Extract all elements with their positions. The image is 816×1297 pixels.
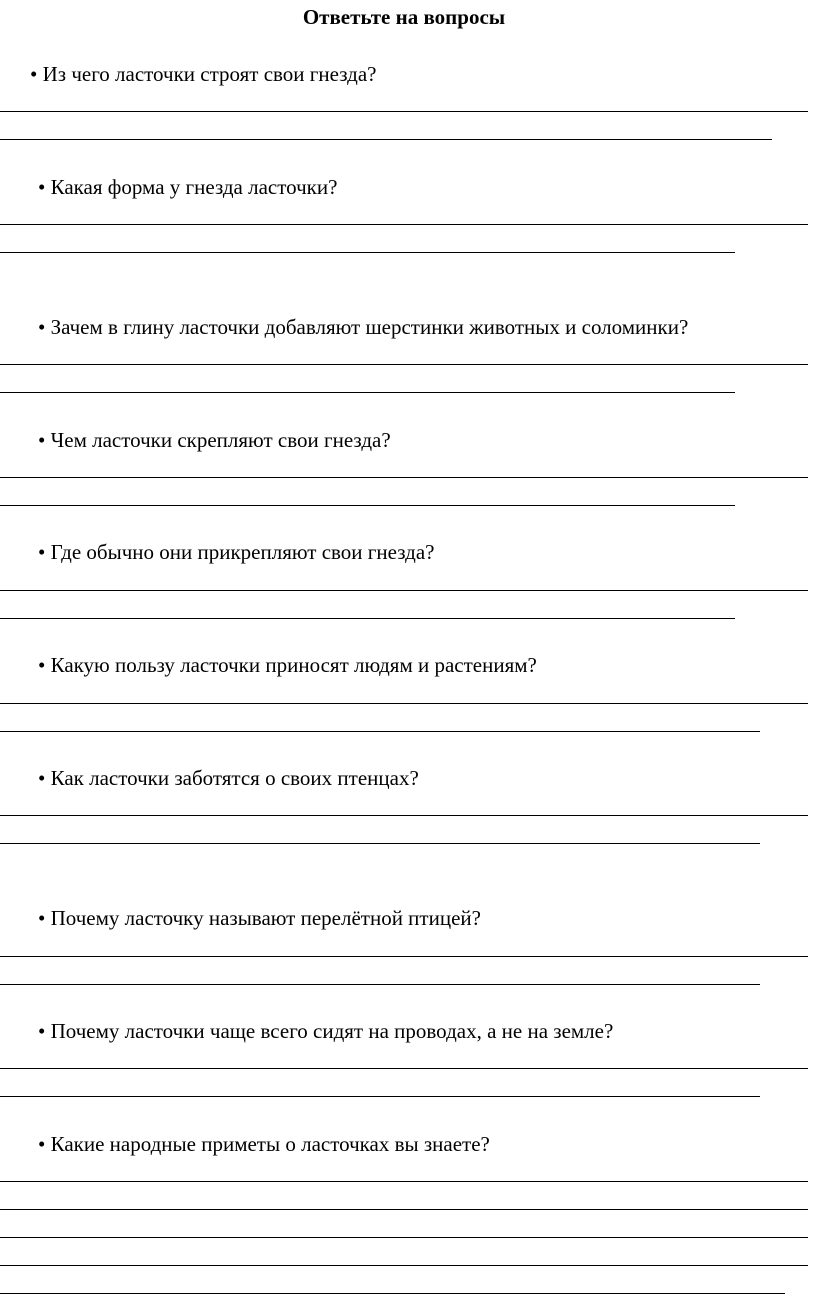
question-2: • Какая форма у гнезда ласточки? bbox=[38, 175, 338, 199]
answer-line[interactable] bbox=[0, 1237, 808, 1238]
answer-line[interactable] bbox=[0, 111, 808, 112]
answer-line[interactable] bbox=[0, 1209, 808, 1210]
answer-line[interactable] bbox=[0, 1068, 808, 1069]
answer-line[interactable] bbox=[0, 843, 760, 844]
question-7: • Как ласточки заботятся о своих птенцах? bbox=[38, 766, 419, 790]
answer-line[interactable] bbox=[0, 1181, 808, 1182]
answer-line[interactable] bbox=[0, 1265, 808, 1266]
answer-line[interactable] bbox=[0, 364, 808, 365]
answer-line[interactable] bbox=[0, 477, 808, 478]
answer-line[interactable] bbox=[0, 731, 760, 732]
answer-line[interactable] bbox=[0, 618, 735, 619]
answer-line[interactable] bbox=[0, 815, 808, 816]
answer-line[interactable] bbox=[0, 1096, 760, 1097]
answer-line[interactable] bbox=[0, 392, 735, 393]
answer-line[interactable] bbox=[0, 956, 808, 957]
page-title: Ответьте на вопросы bbox=[302, 5, 506, 29]
question-3: • Зачем в глину ласточки добавляют шерстинки животных и соломинки? bbox=[38, 315, 689, 339]
answer-line[interactable] bbox=[0, 1293, 785, 1294]
answer-line[interactable] bbox=[0, 139, 772, 140]
question-5: • Где обычно они прикрепляют свои гнезда? bbox=[38, 540, 435, 564]
answer-line[interactable] bbox=[0, 984, 760, 985]
answer-line[interactable] bbox=[0, 703, 808, 704]
question-10: • Какие народные приметы о ласточках вы знаете? bbox=[38, 1132, 490, 1156]
question-4: • Чем ласточки скрепляют свои гнезда? bbox=[38, 428, 391, 452]
question-8: • Почему ласточку называют перелётной птицей? bbox=[38, 906, 481, 930]
question-1: • Из чего ласточки строят свои гнезда? bbox=[30, 62, 377, 86]
answer-line[interactable] bbox=[0, 505, 735, 506]
question-9: • Почему ласточки чаще всего сидят на проводах, а не на земле? bbox=[38, 1019, 614, 1043]
answer-line[interactable] bbox=[0, 590, 808, 591]
answer-line[interactable] bbox=[0, 224, 808, 225]
question-6: • Какую пользу ласточки приносят людям и растениям? bbox=[38, 653, 537, 677]
answer-line[interactable] bbox=[0, 252, 735, 253]
